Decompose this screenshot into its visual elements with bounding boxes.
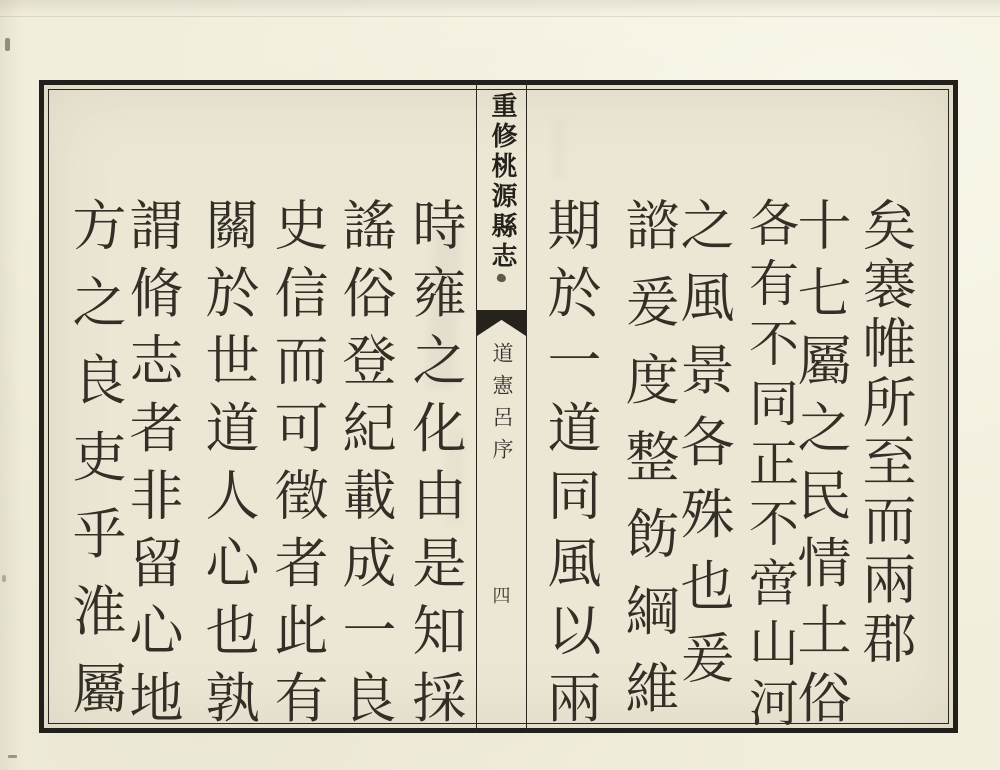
fish-tail-ornament: [477, 310, 526, 336]
page-number: 四: [492, 586, 511, 607]
center-fold-column: [476, 80, 527, 733]
ink-speck: [2, 575, 6, 582]
scan-left-edge: [0, 0, 22, 770]
text-column: 謂脩志者非留心地: [121, 197, 184, 737]
book-title: 重修桃源縣志: [487, 92, 517, 272]
text-column: 期於一道同風以兩: [539, 197, 602, 737]
text-column: 關於世道人心也孰: [197, 197, 260, 737]
text-column: 各有不同正不啻山河: [741, 197, 799, 737]
ink-bleedthrough: [552, 118, 566, 178]
text-column: 史信而可徵者此有: [266, 197, 329, 737]
ink-speck: [8, 755, 17, 758]
text-column: 十七屬之民情土俗: [789, 197, 852, 737]
section-label: 道憲呂序: [490, 342, 514, 470]
scan-top-edge: [0, 0, 1000, 17]
text-column: 謠俗登紀載成一良: [334, 197, 397, 737]
text-column: 矣褰帷所至而兩郡: [854, 197, 917, 669]
text-column: 諮爰度整飭綱維: [617, 197, 680, 737]
text-column: 之風景各殊也爰: [672, 197, 735, 702]
text-column: 時雍之化由是知採: [404, 197, 467, 737]
text-column: 方之良吏乎淮屬: [64, 197, 127, 737]
ink-speck: [5, 38, 10, 51]
